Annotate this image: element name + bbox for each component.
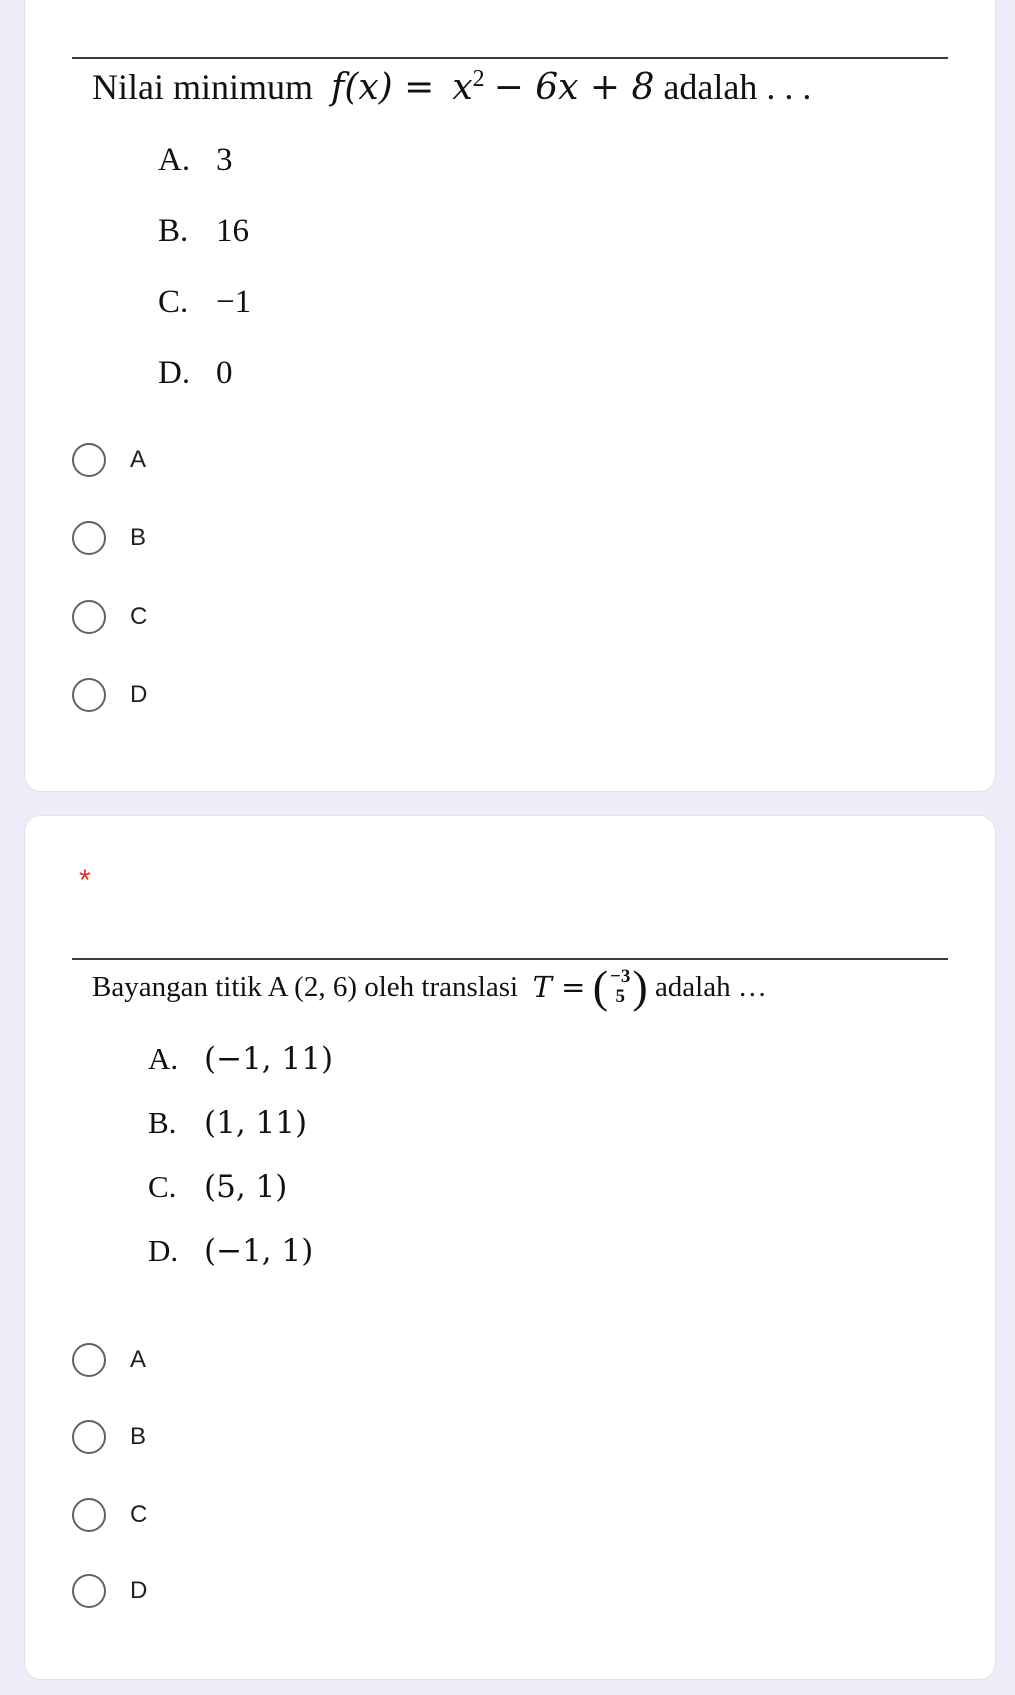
question-2-choice-b[interactable] — [72, 1417, 146, 1457]
option-value: (1, 11) — [204, 1105, 308, 1141]
option-letter: C. — [158, 284, 189, 320]
option-value: 0 — [216, 355, 233, 391]
choice-label: A — [130, 1346, 147, 1373]
question-2-translation-symbol: T = — [532, 969, 586, 1004]
choice-label: C — [130, 1501, 148, 1528]
choice-label: D — [130, 1577, 148, 1604]
option-letter: D. — [148, 1233, 179, 1268]
question-1-polynomial: − 6x + 8 — [493, 67, 655, 108]
choice-label: B — [130, 1423, 147, 1450]
translation-vector — [592, 961, 648, 1012]
option-letter: B. — [148, 1105, 177, 1140]
question-2-prefix: Bayangan titik A (2, 6) oleh translasi — [92, 970, 519, 1003]
question-1-choice-c[interactable] — [72, 597, 147, 637]
question-2-choice-d[interactable] — [72, 1571, 147, 1611]
vector-left-paren: ( — [592, 961, 609, 1012]
question-2-option-c — [148, 1171, 287, 1203]
vector-right-paren: ) — [632, 961, 648, 1012]
question-1-function: f(x) = — [331, 67, 435, 108]
option-value: 16 — [216, 213, 249, 249]
question-1-choice-d[interactable] — [72, 675, 147, 715]
choice-label: D — [130, 681, 148, 708]
choice-label: B — [130, 524, 147, 551]
option-value: (−1, 1) — [204, 1233, 314, 1269]
radio-button[interactable] — [72, 678, 106, 712]
option-value: 3 — [216, 142, 233, 178]
option-value: (−1, 11) — [204, 1041, 334, 1077]
choice-label: A — [130, 446, 147, 473]
question-1-option-c — [158, 286, 251, 319]
question-image-rule — [72, 57, 948, 59]
option-letter: A. — [158, 142, 191, 178]
radio-button[interactable] — [72, 521, 106, 555]
question-image-rule — [72, 958, 948, 960]
required-asterisk: * — [79, 864, 91, 897]
question-2-choice-c[interactable] — [72, 1495, 147, 1535]
radio-button[interactable] — [72, 1498, 106, 1532]
question-1-text — [92, 67, 811, 106]
question-1-option-a — [158, 144, 233, 177]
vector-bottom: 5 — [615, 986, 625, 1007]
radio-button[interactable] — [72, 1343, 106, 1377]
radio-button[interactable] — [72, 600, 106, 634]
option-value: −1 — [216, 284, 252, 320]
option-letter: C. — [148, 1169, 177, 1204]
question-1-choice-a[interactable] — [72, 440, 146, 480]
radio-button[interactable] — [72, 1420, 106, 1454]
choice-label: C — [130, 603, 148, 630]
radio-button[interactable] — [72, 1574, 106, 1608]
vector-components — [610, 967, 630, 1007]
question-1-suffix: adalah . . . — [663, 67, 812, 107]
question-2-option-b — [148, 1107, 307, 1139]
question-1-prefix: Nilai minimum — [92, 67, 313, 107]
vector-top: −3 — [610, 966, 631, 988]
question-1-option-d — [158, 357, 233, 390]
question-1-variable: x — [452, 67, 473, 108]
question-card-2 — [25, 816, 995, 1679]
question-1-option-b — [158, 215, 249, 248]
question-2-option-a — [148, 1043, 333, 1075]
option-value: (5, 1) — [204, 1169, 288, 1205]
question-2-suffix: adalah … — [654, 970, 767, 1003]
radio-button[interactable] — [72, 443, 106, 477]
option-letter: B. — [158, 213, 189, 249]
question-2-text — [92, 961, 767, 1012]
option-letter: A. — [148, 1041, 179, 1076]
question-1-exponent: 2 — [472, 66, 485, 92]
question-1-choice-b[interactable] — [72, 518, 146, 558]
option-letter: D. — [158, 355, 191, 391]
question-2-option-d — [148, 1235, 313, 1267]
question-card-1 — [25, 0, 995, 791]
question-2-choice-a[interactable] — [72, 1340, 146, 1380]
